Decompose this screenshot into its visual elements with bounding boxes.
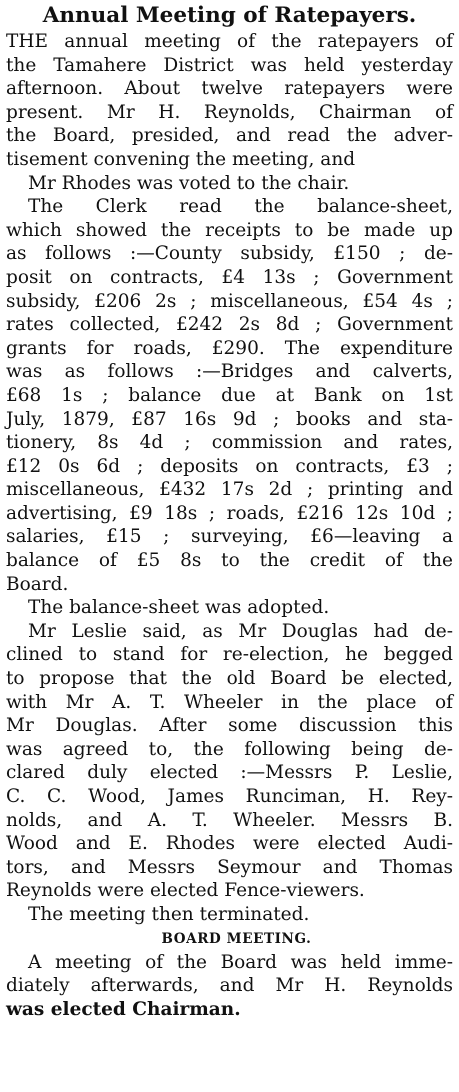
text-line: grants for roads, £290. The expenditure [6, 337, 453, 359]
text-line: rates collected, £242 2s 8d ; Government [6, 314, 453, 336]
text-line: subsidy, £206 2s ; miscellaneous, £54 4s ; [6, 290, 453, 312]
text-line: THE annual meeting of the ratepayers of [6, 31, 453, 52]
text-line: Mr Douglas. After some discussion this [6, 715, 453, 737]
text-line: present. Mr H. Reynolds, Chairman of [6, 101, 453, 123]
text-line: to propose that the old Board be elected, [6, 668, 453, 690]
text-line: The meeting then terminated. [28, 903, 310, 925]
article-paragraph [6, 951, 453, 1022]
text-line: Mr Rhodes was voted to the chair. [28, 172, 350, 194]
text-line: tisement convening the meeting, and [6, 148, 356, 170]
text-line: Reynolds were elected Fence-viewers. [6, 880, 365, 902]
article-paragraph [6, 596, 453, 620]
article-title: Annual Meeting of Ratepayers. [42, 3, 417, 28]
text-line: miscellaneous, £432 17s 2d ; printing and [6, 479, 453, 501]
text-line: advertising, £9 18s ; roads, £216 12s 10d ; [6, 502, 453, 524]
text-line: C. C. Wood, James Runciman, H. Rey- [6, 786, 453, 807]
article-paragraph [6, 620, 453, 903]
article-paragraph [6, 172, 453, 196]
text-line: £68 1s ; balance due at Bank on 1st [6, 384, 453, 406]
text-line: was agreed to, the following being de- [6, 738, 453, 760]
article-paragraph [6, 903, 453, 927]
text-line: nolds, and A. T. Wheeler. Messrs B. [6, 809, 453, 831]
text-line: clared duly elected :—Messrs P. Leslie, [6, 762, 453, 784]
section-subheading: BOARD MEETING. [161, 930, 312, 947]
text-line: the Tamahere District was held yesterday [6, 54, 453, 76]
text-line: with Mr A. T. Wheeler in the place of [6, 691, 453, 713]
article-paragraph [6, 195, 453, 596]
article-body [6, 30, 453, 1021]
text-line: Mr Leslie said, as Mr Douglas had de- [28, 620, 453, 642]
text-line: clined to stand for re-election, he begged [6, 644, 453, 666]
text-line: The Clerk read the balance-sheet, [28, 196, 453, 218]
text-line: £12 0s 6d ; deposits on contracts, £3 ; [6, 455, 453, 477]
text-line: The balance-sheet was adopted. [28, 597, 330, 619]
text-line: posit on contracts, £4 13s ; Government [6, 266, 453, 288]
text-line: A meeting of the Board was held imme- [28, 951, 453, 973]
text-line: which showed the receipts to be made up [6, 219, 453, 241]
text-line: diately afterwards, and Mr H. Reynolds [6, 975, 453, 997]
text-line: afternoon. About twelve ratepayers were [6, 78, 453, 100]
text-line: Wood and E. Rhodes were elected Audi- [6, 833, 453, 855]
text-line: as follows :—County subsidy, £150 ; de- [6, 243, 453, 265]
text-line: tors, and Messrs Seymour and Thomas [6, 856, 453, 878]
article-paragraph [6, 30, 453, 172]
text-line: tionery, 8s 4d ; commission and rates, [6, 432, 453, 454]
text-line: salaries, £15 ; surveying, £6—leaving a [6, 526, 453, 548]
text-line: July, 1879, £87 16s 9d ; books and sta- [6, 408, 453, 430]
text-line: balance of £5 8s to the credit of the [6, 550, 453, 572]
text-line: was as follows :—Bridges and calverts, [6, 361, 453, 383]
text-line: Board. [6, 573, 69, 595]
text-line: was elected Chairman. [6, 998, 241, 1020]
text-line: the Board, presided, and read the adver- [6, 125, 453, 147]
